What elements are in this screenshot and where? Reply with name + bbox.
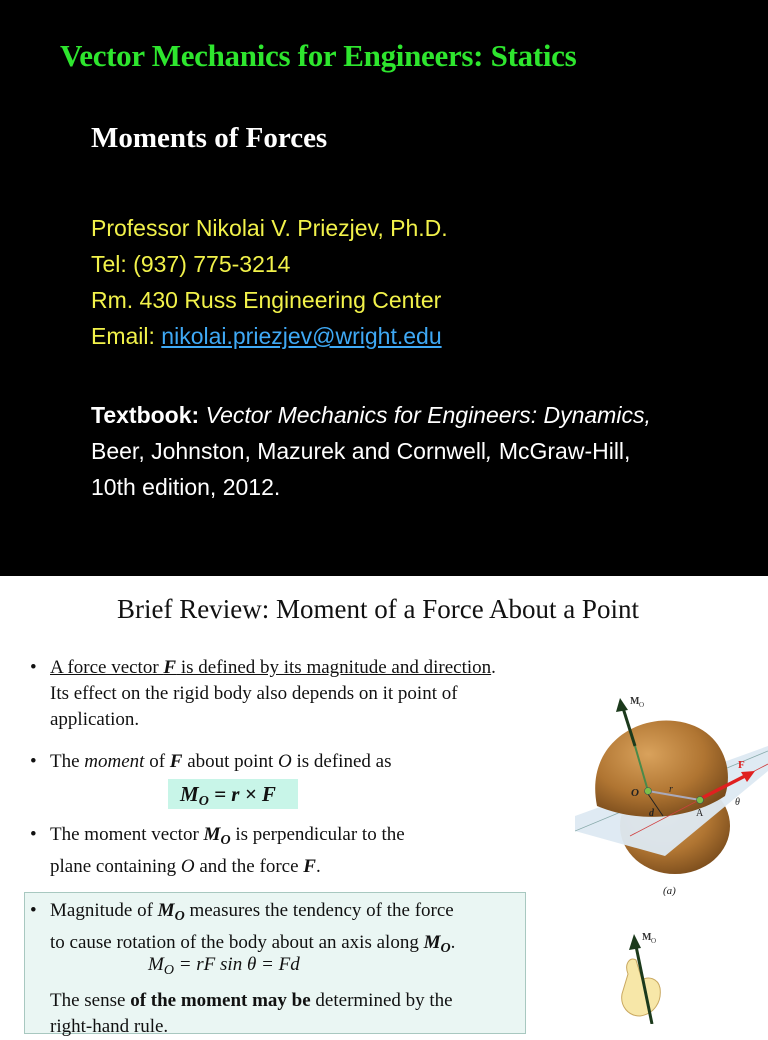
b3-symbol-f: F (303, 856, 316, 877)
eq-rhs: = r × F (208, 782, 276, 806)
b2-text-a: The (50, 751, 85, 772)
b1-text-b: is defined by its magnitude and direction (176, 657, 492, 678)
textbook-authors: Beer, Johnston, Mazurek and Cornwell (91, 438, 487, 464)
b3-text-b: is perpendicular to the (230, 824, 405, 845)
b4-text-d: The sense (50, 990, 131, 1011)
b3-period: . (315, 856, 321, 877)
label-force: F (738, 759, 745, 771)
textbook-publisher: McGraw-Hill, (492, 438, 631, 464)
textbook-title: Vector Mechanics for Engineers: Dynamics, (199, 402, 651, 428)
b4-line5: right-hand rule. (50, 1016, 169, 1037)
b4-sym2: M (423, 932, 441, 953)
b2-text-c: about point (182, 751, 278, 772)
hand-label: M (642, 932, 652, 943)
professor-name: Professor Nikolai V. Priezjev, Ph.D. (91, 215, 448, 241)
b1-text-a: A force vector (50, 657, 164, 678)
b4-period: . (450, 932, 456, 953)
b4-sub: O (174, 909, 185, 924)
contact-info (91, 210, 448, 354)
b4-text-e: determined by the (310, 990, 453, 1011)
moment-magnitude-equation (148, 952, 300, 984)
b1-line3: application. (50, 709, 140, 730)
textbook-edition: 10th edition, 2012. (91, 474, 281, 500)
b2-text-b: of (144, 751, 170, 772)
bullet-dot-icon: • (30, 751, 37, 772)
b4-text-a: Magnitude of (50, 900, 158, 921)
eq2-rhs: = rF sin θ = Fd (173, 954, 300, 975)
b2-symbol-f: F (169, 751, 183, 772)
label-o: O (631, 787, 639, 799)
b3-text-c: plane containing (50, 856, 181, 877)
authors-comma: , (486, 438, 493, 464)
label-theta: θ (735, 797, 740, 808)
b3-point: O (180, 856, 195, 877)
eq-sub: O (198, 794, 209, 809)
b1-period: . (491, 657, 496, 678)
eq2-sub: O (163, 963, 174, 978)
email-label: Email: (91, 323, 162, 349)
b4-bold: of the moment may be (130, 990, 311, 1011)
b2-point-o: O (278, 751, 292, 772)
bullet-dot-icon: • (30, 657, 37, 678)
telephone: Tel: (937) 775-3214 (91, 251, 291, 277)
email-line (91, 318, 448, 354)
point-a-icon (697, 797, 704, 804)
review-slide-title: Brief Review: Moment of a Force About a Point (117, 594, 639, 624)
b4-text-b: measures the tendency of the force (184, 900, 454, 921)
b3-text-d: and the force (194, 856, 304, 877)
b3-text-a: The moment vector (50, 824, 204, 845)
b2-text-d: is defined as (291, 751, 392, 772)
label-r: r (669, 784, 673, 795)
label-moment-sub: O (639, 701, 645, 709)
b1-line2: Its effect on the rigid body also depends on it point of (50, 683, 458, 704)
b3-sym: M (203, 824, 221, 845)
b4-sub2: O (440, 941, 451, 956)
moment-diagram (575, 676, 768, 896)
figure-caption: (a) (663, 885, 676, 896)
review-slide (0, 576, 768, 1037)
b3-sub: O (220, 833, 231, 848)
b4-text-c: to cause rotation of the body about an axis along (50, 932, 424, 953)
b1-symbol-f: F (163, 657, 177, 678)
bullet-dot-icon: • (30, 824, 37, 845)
bullet-dot-icon: • (30, 900, 37, 921)
b2-italic: moment (84, 751, 145, 772)
course-title: Vector Mechanics for Engineers: Statics (60, 38, 577, 73)
moment-arrow-icon (616, 698, 628, 712)
textbook-label: Textbook: (91, 402, 200, 428)
textbook-info (91, 397, 751, 505)
email-link[interactable]: nikolai.priezjev@wright.edu (161, 323, 442, 349)
label-d: d (649, 808, 654, 819)
moment-cross-product-equation (180, 781, 276, 815)
eq-lhs: M (180, 782, 199, 806)
label-a: A (696, 808, 704, 819)
hand-label-sub: O (651, 937, 657, 945)
rigid-body-upper (595, 720, 728, 816)
label-moment: M (630, 696, 640, 707)
b4-sym: M (157, 900, 175, 921)
topic-title: Moments of Forces (91, 122, 328, 154)
point-o-icon (645, 788, 652, 795)
office-room: Rm. 430 Russ Engineering Center (91, 287, 442, 313)
right-hand-rule-figure (600, 916, 680, 1024)
moment-equation-highlight (168, 779, 298, 809)
moment-arrow-icon (629, 934, 641, 950)
eq2-lhs: M (148, 954, 164, 975)
